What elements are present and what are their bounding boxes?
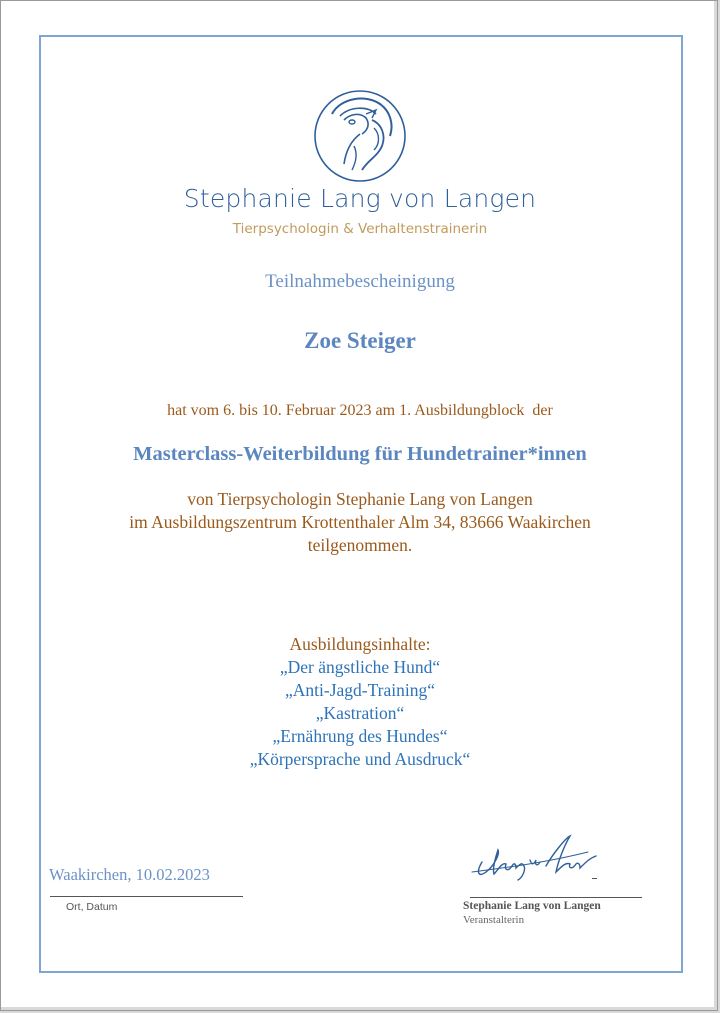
- contents-item: „Anti-Jagd-Training“: [284, 680, 436, 700]
- woman-and-dog-logo-icon: [310, 84, 410, 184]
- attendance-line: hat vom 6. bis 10. Februar 2023 am 1. Ausbildungblock der: [167, 402, 553, 419]
- participant-name: Zoe Steiger: [304, 328, 416, 353]
- contents-list: [0, 656, 720, 771]
- contents-item: „Ernährung des Hundes“: [272, 726, 448, 746]
- handwritten-signature: [470, 832, 600, 884]
- signer-name: Stephanie Lang von Langen: [463, 900, 601, 912]
- organizer-block: [0, 488, 720, 557]
- place-date-signature-line: [50, 896, 243, 897]
- organizer-line: von Tierpsychologin Stephanie Lang von Langen: [187, 489, 533, 509]
- brand-subtitle: Tierpsychologin & Verhaltenstrainerin: [232, 221, 488, 237]
- participated-line: teilgenommen.: [307, 535, 413, 555]
- contents-item: „Körpersprache und Ausdruck“: [249, 749, 471, 769]
- signer-role: Veranstalterin: [463, 914, 525, 926]
- contents-heading: Ausbildungsinhalte:: [289, 634, 431, 654]
- brand-name: Stephanie Lang von Langen: [183, 184, 537, 213]
- place-date-label: Ort, Datum: [66, 901, 118, 913]
- contents-item: „Der ängstliche Hund“: [279, 657, 441, 677]
- place-date: Waakirchen, 10.02.2023: [49, 865, 210, 884]
- contents-item: „Kastration“: [315, 703, 405, 723]
- document-type: Teilnahmebescheinigung: [265, 271, 455, 292]
- venue-line: im Ausbildungszentrum Krottenthaler Alm 34, 83666 Waakirchen: [129, 512, 591, 532]
- signature-dash: [592, 878, 597, 879]
- course-title: Masterclass-Weiterbildung für Hundetrainer*innen: [133, 443, 587, 465]
- signer-signature-line: [470, 897, 642, 898]
